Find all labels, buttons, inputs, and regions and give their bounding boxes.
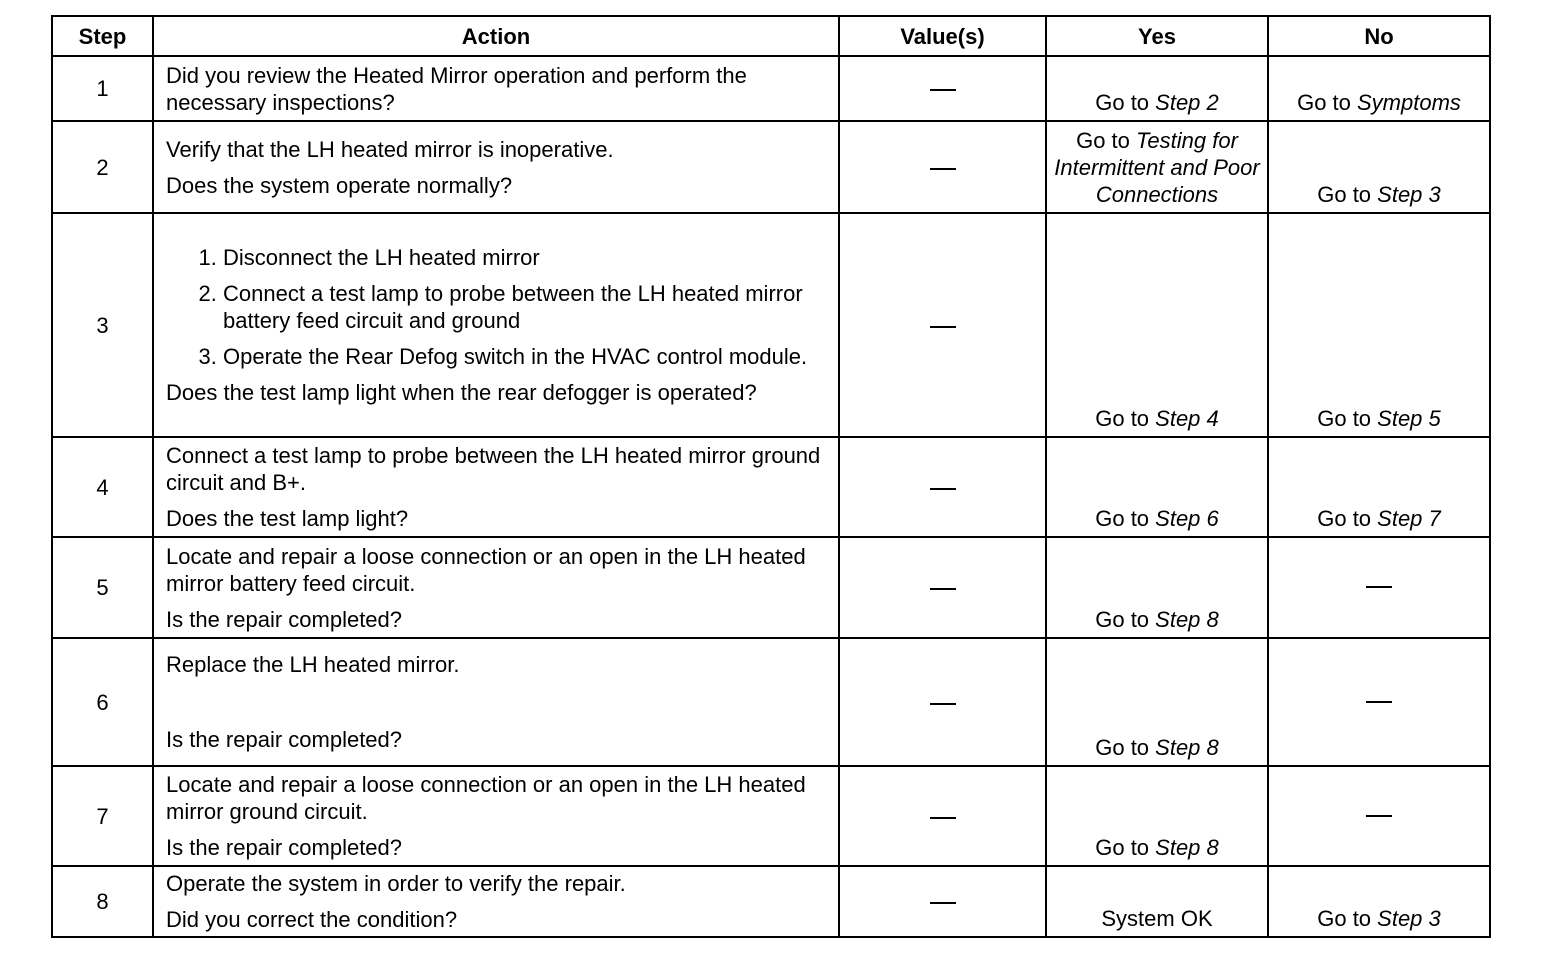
step-number: 8 — [52, 866, 153, 937]
yes-cell: Go to Step 8 — [1046, 537, 1268, 638]
action-cell — [153, 56, 839, 121]
value-cell — [839, 437, 1046, 537]
em-dash — [930, 488, 956, 490]
yes-reference: Testing for Intermittent and Poor Connections — [1054, 128, 1260, 207]
action-question: Does the system operate normally? — [166, 172, 513, 198]
step-number: 3 — [52, 213, 153, 437]
action-instruction: Locate and repair a loose connection or an open in the LH heated mirror battery feed circuit. — [166, 543, 806, 596]
header-step: Step — [52, 16, 153, 56]
header-yes: Yes — [1046, 16, 1268, 56]
action-question: Is the repair completed? — [166, 727, 403, 752]
no-cell — [1268, 638, 1490, 766]
substep-item: 2. Connect a test lamp to probe between the LH heated mirror battery feed circuit and ground — [223, 280, 828, 334]
table-row — [52, 56, 1490, 121]
yes-reference: Step 2 — [1155, 90, 1219, 115]
table-row — [52, 121, 1490, 213]
no-cell: Go to Step 3 — [1268, 866, 1490, 937]
table-row — [52, 537, 1490, 638]
action-question: Does the test lamp light when the rear defogger is operated? — [166, 380, 757, 405]
no-cell: Go to Step 3 — [1268, 121, 1490, 213]
action-question: Does the test lamp light? — [166, 506, 409, 531]
step-number: 6 — [52, 638, 153, 766]
action-question: Is the repair completed? — [166, 835, 403, 860]
yes-text: System OK — [1101, 906, 1213, 931]
em-dash — [930, 588, 956, 590]
action-question: Is the repair completed? — [166, 606, 403, 632]
em-dash — [1366, 701, 1392, 703]
step-number: 5 — [52, 537, 153, 638]
em-dash — [930, 902, 956, 904]
header-action: Action — [153, 16, 839, 56]
yes-cell: Go to Testing for Intermittent and Poor Connections — [1046, 121, 1268, 213]
spacer — [166, 678, 828, 726]
table-row — [52, 638, 1490, 766]
yes-cell: Go to Step 4 — [1046, 213, 1268, 437]
header-no: No — [1268, 16, 1490, 56]
action-cell — [153, 866, 839, 937]
step-number: 4 — [52, 437, 153, 537]
yes-reference: Step 6 — [1155, 506, 1219, 531]
substep-item: 1. Disconnect the LH heated mirror — [223, 244, 828, 271]
action-cell — [153, 213, 839, 437]
value-cell — [839, 638, 1046, 766]
em-dash — [930, 703, 956, 705]
yes-cell: Go to Step 2 — [1046, 56, 1268, 121]
action-instruction: Operate the system in order to verify the repair. — [166, 871, 626, 896]
action-question: Did you review the Heated Mirror operation and perform the necessary inspections? — [166, 62, 747, 115]
step-number: 1 — [52, 56, 153, 121]
value-cell — [839, 537, 1046, 638]
substep-item: 3. Operate the Rear Defog switch in the HVAC control module. — [223, 343, 828, 370]
yes-cell: Go to Step 8 — [1046, 766, 1268, 866]
step-number: 2 — [52, 121, 153, 213]
table-row — [52, 866, 1490, 937]
header-values: Value(s) — [839, 16, 1046, 56]
no-cell — [1268, 537, 1490, 638]
em-dash — [930, 817, 956, 819]
diagnostic-table — [51, 15, 1491, 938]
value-cell — [839, 866, 1046, 937]
em-dash — [1366, 815, 1392, 817]
no-cell: Go to Symptoms — [1268, 56, 1490, 121]
em-dash — [930, 168, 956, 170]
no-reference: Step 3 — [1377, 182, 1441, 207]
no-cell: Go to Step 5 — [1268, 213, 1490, 437]
em-dash — [930, 89, 956, 91]
yes-cell — [1046, 866, 1268, 937]
yes-cell: Go to Step 6 — [1046, 437, 1268, 537]
header-row — [52, 16, 1490, 56]
action-cell — [153, 437, 839, 537]
yes-cell: Go to Step 8 — [1046, 638, 1268, 766]
em-dash — [930, 326, 956, 328]
action-substeps — [166, 244, 828, 370]
no-cell — [1268, 766, 1490, 866]
yes-reference: Step 8 — [1155, 607, 1219, 632]
action-cell — [153, 121, 839, 213]
value-cell — [839, 766, 1046, 866]
no-reference: Symptoms — [1357, 90, 1461, 115]
yes-reference: Step 4 — [1155, 406, 1219, 431]
action-cell — [153, 766, 839, 866]
no-reference: Step 3 — [1377, 906, 1441, 931]
action-instruction: Replace the LH heated mirror. — [166, 652, 460, 677]
table-row — [52, 437, 1490, 537]
yes-reference: Step 8 — [1155, 735, 1219, 760]
table-row — [52, 213, 1490, 437]
value-cell — [839, 56, 1046, 121]
value-cell — [839, 121, 1046, 213]
table-row — [52, 766, 1490, 866]
action-instruction: Locate and repair a loose connection or an open in the LH heated mirror ground circuit. — [166, 772, 806, 824]
action-cell — [153, 638, 839, 766]
em-dash — [1366, 586, 1392, 588]
action-cell — [153, 537, 839, 638]
action-instruction: Verify that the LH heated mirror is inoperative. — [166, 136, 614, 162]
action-question: Did you correct the condition? — [166, 907, 458, 932]
yes-reference: Step 8 — [1155, 835, 1219, 860]
no-reference: Step 5 — [1377, 406, 1441, 431]
action-instruction: Connect a test lamp to probe between the LH heated mirror ground circuit and B+. — [166, 443, 821, 495]
no-cell: Go to Step 7 — [1268, 437, 1490, 537]
no-reference: Step 7 — [1377, 506, 1441, 531]
value-cell — [839, 213, 1046, 437]
step-number: 7 — [52, 766, 153, 866]
